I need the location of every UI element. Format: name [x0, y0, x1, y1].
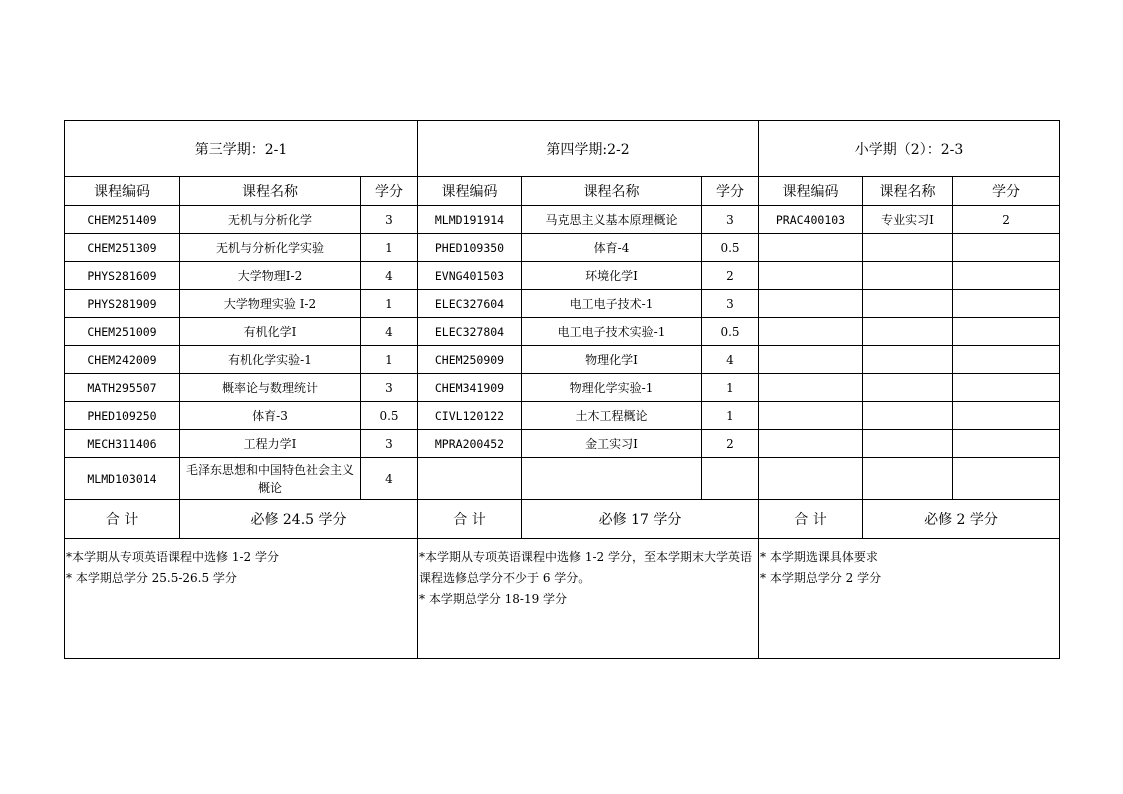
course-name — [863, 318, 953, 346]
course-credit: 2 — [953, 206, 1060, 234]
course-code: PRAC400103 — [759, 206, 863, 234]
course-name — [863, 458, 953, 500]
note-line: * 本学期选课具体要求 — [760, 550, 878, 564]
table-row — [65, 430, 1060, 458]
course-credit: 0.5 — [702, 234, 759, 262]
semester-notes — [418, 539, 759, 659]
course-name: 环境化学Ⅰ — [522, 262, 702, 290]
course-name: 金工实习Ⅰ — [522, 430, 702, 458]
course-credit: 2 — [702, 262, 759, 290]
course-credit: 2 — [702, 430, 759, 458]
column-header-row — [65, 177, 1060, 206]
table-row — [65, 262, 1060, 290]
table-row — [65, 234, 1060, 262]
table-row — [65, 458, 1060, 500]
course-name: 工程力学Ⅰ — [180, 430, 361, 458]
course-name: 马克思主义基本原理概论 — [522, 206, 702, 234]
column-header-name: 课程名称 — [522, 177, 702, 206]
course-name — [863, 262, 953, 290]
course-credit: 4 — [702, 346, 759, 374]
course-code: CHEM242009 — [65, 346, 180, 374]
course-code — [759, 402, 863, 430]
course-code: PHYS281609 — [65, 262, 180, 290]
course-code: CHEM251309 — [65, 234, 180, 262]
course-credit — [953, 402, 1060, 430]
course-name: 物理化学实验-1 — [522, 374, 702, 402]
course-credit: 1 — [702, 402, 759, 430]
semester-title: 第三学期：2-1 — [65, 121, 418, 177]
course-name — [863, 402, 953, 430]
course-credit — [953, 430, 1060, 458]
course-name: 有机化学Ⅰ — [180, 318, 361, 346]
note-line: *本学期从专项英语课程中选修 1-2 学分 — [66, 550, 279, 564]
column-header-credit: 学分 — [953, 177, 1060, 206]
course-code — [759, 458, 863, 500]
course-credit: 0.5 — [361, 402, 418, 430]
course-code: MECH311406 — [65, 430, 180, 458]
course-plan-table — [64, 120, 1060, 659]
semester-title-row — [65, 121, 1060, 177]
course-credit: 0.5 — [702, 318, 759, 346]
course-code: PHED109350 — [418, 234, 522, 262]
course-name: 大学物理实验 I-2 — [180, 290, 361, 318]
column-header-credit: 学分 — [702, 177, 759, 206]
semester-title: 第四学期:2-2 — [418, 121, 759, 177]
course-name: 土木工程概论 — [522, 402, 702, 430]
course-name: 物理化学Ⅰ — [522, 346, 702, 374]
course-name: 无机与分析化学实验 — [180, 234, 361, 262]
course-credit — [953, 458, 1060, 500]
course-name — [863, 374, 953, 402]
course-code — [759, 234, 863, 262]
course-name: 电工电子技术-1 — [522, 290, 702, 318]
course-credit: 1 — [361, 346, 418, 374]
total-value: 必修 24.5 学分 — [180, 500, 418, 539]
table-row — [65, 346, 1060, 374]
course-code — [759, 290, 863, 318]
column-header-name: 课程名称 — [180, 177, 361, 206]
course-code: PHYS281909 — [65, 290, 180, 318]
course-credit: 4 — [361, 262, 418, 290]
course-code: CHEM341909 — [418, 374, 522, 402]
course-code: CIVL120122 — [418, 402, 522, 430]
course-credit: 4 — [361, 458, 418, 500]
course-credit — [953, 346, 1060, 374]
column-header-code: 课程编码 — [418, 177, 522, 206]
course-code: ELEC327804 — [418, 318, 522, 346]
course-name — [863, 430, 953, 458]
course-credit: 3 — [702, 290, 759, 318]
course-name: 无机与分析化学 — [180, 206, 361, 234]
note-line: * 本学期总学分 25.5-26.5 学分 — [66, 571, 237, 585]
course-code — [418, 458, 522, 500]
course-name: 体育-3 — [180, 402, 361, 430]
total-value: 必修 17 学分 — [522, 500, 759, 539]
column-header-name: 课程名称 — [863, 177, 953, 206]
course-code: CHEM251009 — [65, 318, 180, 346]
course-credit — [953, 262, 1060, 290]
note-line: * 本学期总学分 2 学分 — [760, 571, 882, 585]
course-code: ELEC327604 — [418, 290, 522, 318]
course-name — [522, 458, 702, 500]
course-credit: 1 — [361, 290, 418, 318]
semester-notes — [65, 539, 418, 659]
semester-title: 小学期（2）：2-3 — [759, 121, 1060, 177]
course-credit: 3 — [361, 206, 418, 234]
total-label: 合 计 — [418, 500, 522, 539]
course-code — [759, 346, 863, 374]
column-header-code: 课程编码 — [759, 177, 863, 206]
course-name: 体育-4 — [522, 234, 702, 262]
course-name: 大学物理Ⅰ-2 — [180, 262, 361, 290]
course-credit — [953, 374, 1060, 402]
course-credit — [953, 318, 1060, 346]
total-label: 合 计 — [65, 500, 180, 539]
table-row — [65, 402, 1060, 430]
course-credit: 3 — [361, 374, 418, 402]
course-code: MLMD103014 — [65, 458, 180, 500]
table-row — [65, 374, 1060, 402]
notes-row — [65, 539, 1060, 659]
course-credit: 4 — [361, 318, 418, 346]
course-code: MATH295507 — [65, 374, 180, 402]
course-name: 专业实习Ⅰ — [863, 206, 953, 234]
column-header-code: 课程编码 — [65, 177, 180, 206]
course-credit — [953, 290, 1060, 318]
course-name: 毛泽东思想和中国特色社会主义概论 — [180, 458, 361, 500]
course-code — [759, 262, 863, 290]
course-credit: 1 — [702, 374, 759, 402]
course-code — [759, 318, 863, 346]
course-name — [863, 290, 953, 318]
course-credit: 3 — [702, 206, 759, 234]
note-line: *本学期从专项英语课程中选修 1-2 学分，至本学期末大学英语课程选修总学分不少于 6 学分。 — [419, 550, 752, 585]
course-name — [863, 346, 953, 374]
total-label: 合 计 — [759, 500, 863, 539]
table-row — [65, 206, 1060, 234]
course-code: MPRA200452 — [418, 430, 522, 458]
semester-notes — [759, 539, 1060, 659]
table-body — [65, 121, 1060, 659]
course-code: EVNG401503 — [418, 262, 522, 290]
column-header-credit: 学分 — [361, 177, 418, 206]
course-name: 电工电子技术实验-1 — [522, 318, 702, 346]
course-code: MLMD191914 — [418, 206, 522, 234]
course-credit: 3 — [361, 430, 418, 458]
course-name: 有机化学实验-1 — [180, 346, 361, 374]
course-code: CHEM251409 — [65, 206, 180, 234]
course-name: 概率论与数理统计 — [180, 374, 361, 402]
course-name — [863, 234, 953, 262]
course-credit: 1 — [361, 234, 418, 262]
total-row — [65, 500, 1060, 539]
table-row — [65, 290, 1060, 318]
course-code — [759, 430, 863, 458]
note-line: * 本学期总学分 18-19 学分 — [419, 592, 568, 606]
total-value: 必修 2 学分 — [863, 500, 1060, 539]
course-code: CHEM250909 — [418, 346, 522, 374]
course-credit — [702, 458, 759, 500]
course-code — [759, 374, 863, 402]
table-row — [65, 318, 1060, 346]
course-credit — [953, 234, 1060, 262]
course-code: PHED109250 — [65, 402, 180, 430]
